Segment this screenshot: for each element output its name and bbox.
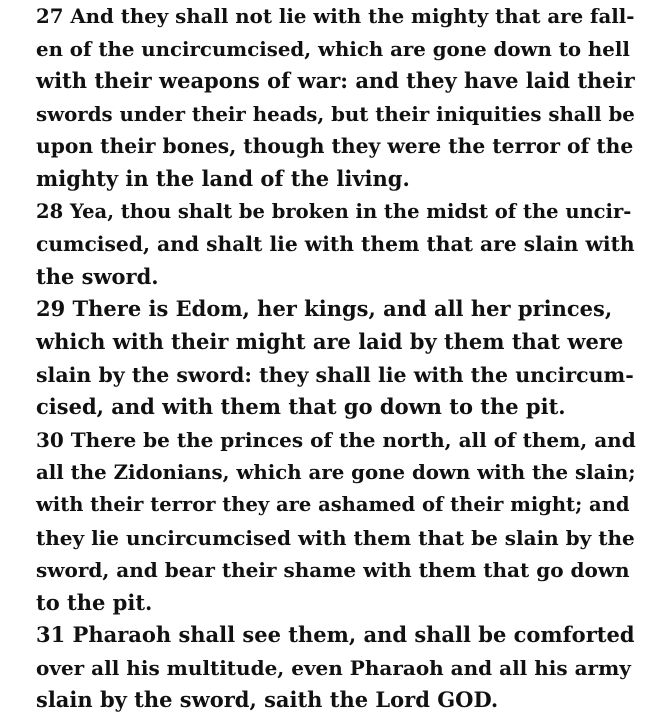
text-line: 27 And they shall not lie with the mighty that are fall- <box>36 4 635 28</box>
text-line: 28 Yea, thou shalt be broken in the midst of the uncir- <box>36 199 632 223</box>
text-line: 31 Pharaoh shall see them, and shall be comforted <box>36 622 635 648</box>
verse-27 <box>36 0 636 196</box>
text-line: 29 There is Edom, her kings, and all her princes, <box>36 296 613 322</box>
text-line: over all his multitude, even Pharaoh and all his army <box>36 655 631 680</box>
text-line: slain by the sword: they shall lie with the uncircum- <box>36 362 634 387</box>
text-line: en of the uncircumcised, which are gone down to hell <box>36 36 630 61</box>
text-line: with their terror they are ashamed of their might; and <box>36 492 630 516</box>
text-line: slain by the sword, saith the Lord GOD. <box>36 687 499 713</box>
text-line: with their weapons of war: and they have laid their <box>36 68 635 94</box>
text-line: they lie uncircumcised with them that be slain by the <box>36 525 635 550</box>
text-line: cumcised, and shalt lie with them that are slain with <box>36 232 635 257</box>
scripture-text <box>36 0 636 717</box>
verse-29 <box>36 293 636 423</box>
text-line: mighty in the land of the living. <box>36 165 410 191</box>
text-line: sword, and bear their shame with them that go down <box>36 558 630 583</box>
text-line: all the Zidonians, which are gone down with the slain; <box>36 460 636 485</box>
verse-28 <box>36 196 636 294</box>
text-line: 30 There be the princes of the north, all of them, and <box>36 427 636 452</box>
text-line: which with their might are laid by them that were <box>36 328 624 354</box>
verse-31 <box>36 619 636 717</box>
text-line: to the pit. <box>36 589 153 615</box>
text-line: upon their bones, though they were the terror of the <box>36 134 634 159</box>
text-line: the sword. <box>36 263 159 289</box>
text-line: cised, and with them that go down to the pit. <box>36 394 566 420</box>
verse-30 <box>36 424 636 620</box>
text-line: swords under their heads, but their iniquities shall be <box>36 101 635 126</box>
